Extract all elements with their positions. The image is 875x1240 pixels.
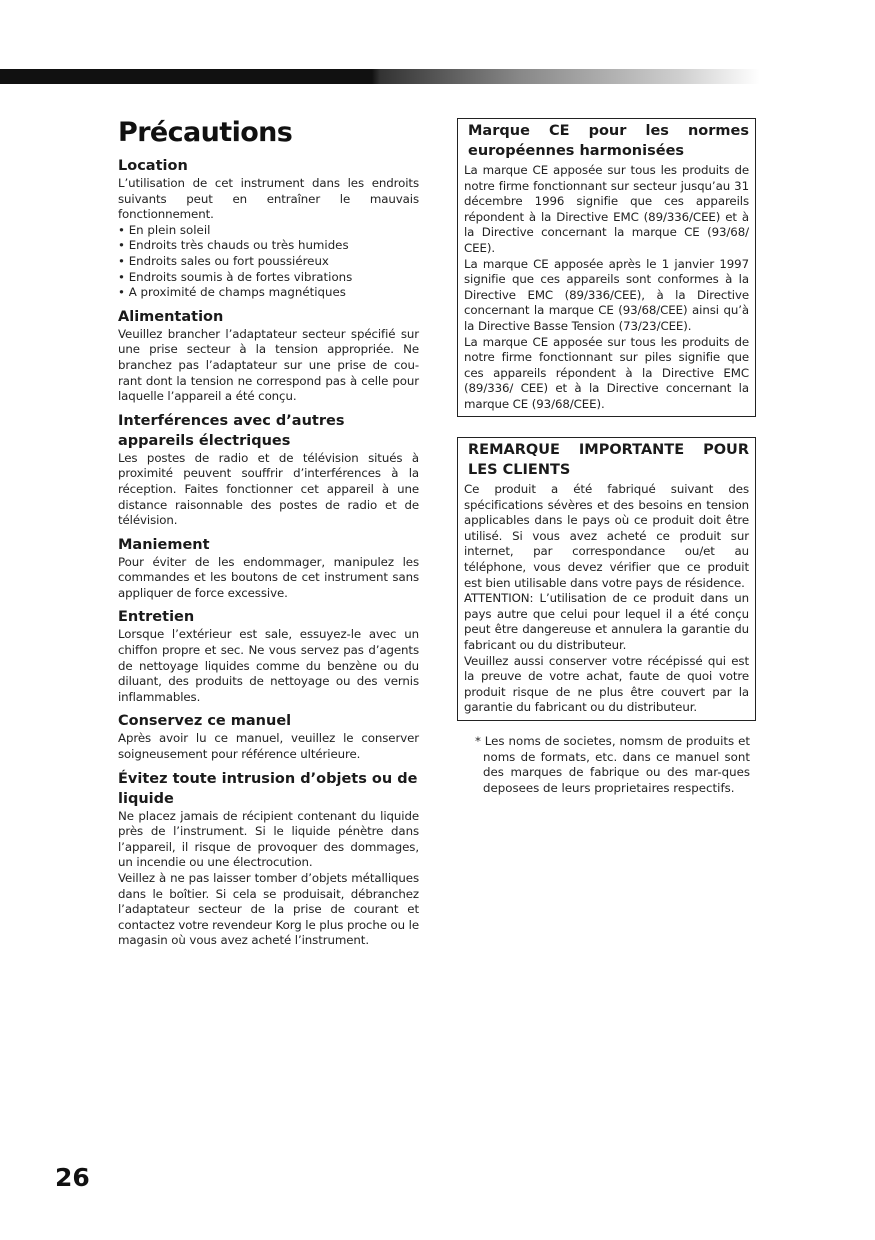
box-paragraph: La marque CE apposée sur tous les produits de notre firme fonctionnant sur secteur jusqu’au 31 décembre 1996 signifie que ces appareils répondent à la Directive EMC (89/336/CEE) et à la Directive concernant la marque CE (93/68/ CEE). — [464, 163, 749, 255]
section-paragraph: Après avoir lu ce manuel, veuillez le conserver soigneusement pour référence ultérieure. — [118, 731, 419, 762]
section-paragraph: Ne placez jamais de récipient contenant du liquide près de l’instrument. Si le liquide pénètre dans l’appareil, il risque de provoquer des dommages, un incendie ou une électrocution. — [118, 808, 419, 870]
section-entretien — [118, 607, 419, 705]
section-heading: Évitez toute intrusion d’objets ou de liquide — [118, 770, 418, 807]
box-paragraph: Veuillez aussi conserver votre récépissé qui est la preuve de votre achat, faute de quoi votre produit risque de ne plus être couvert par la garantie du fabricant ou du distributeur. — [464, 653, 749, 715]
left-column — [118, 114, 419, 955]
box-paragraph: ATTENTION: L’utilisation de ce produit dans un pays autre que celui pour lequel il a été conçu peut être dangereuse et annulera la garantie du fabricant ou du distributeur. — [464, 591, 749, 652]
section-paragraph: Pour éviter de les endommager, manipulez les commandes et les boutons de cet instrument sans appliquer de force excessive. — [118, 554, 419, 600]
section-paragraph: Veillez à ne pas laisser tomber d’objets métalliques dans le boîtier. Si cela se produisait, débranchez l’adaptateur secteur de la prise de courant et contactez votre revendeur Korg le plus proche ou le magasin où vous avez acheté l’instrument. — [118, 871, 419, 948]
list-item: • A proximité de champs magnétiques — [118, 285, 346, 300]
section-paragraph: L’utilisation de cet instrument dans les endroits suivants peut en entraîner le mauvais fonctionnement. — [118, 176, 419, 222]
section-heading: Location — [118, 158, 188, 174]
list-item: • Endroits très chauds ou très humides — [118, 238, 349, 253]
section-heading: Maniement — [118, 536, 210, 553]
section-intrusion — [118, 769, 419, 949]
box-paragraph: La marque CE apposée sur tous les produits de notre firme fonctionnant sur piles signifie que ces appareils répondent à la Directive EMC (89/336/ CEE) et à la Directive concernant la marque CE (93/68/CEE). — [464, 334, 749, 411]
section-paragraph: Les postes de radio et de télévision situés à proximité peuvent souffrir d’interférences à la réception. Faites fonctionner cet appareil à une distance raisonnable des postes de radio et de télévision. — [118, 450, 419, 528]
section-paragraph: Lorsque l’extérieur est sale, essuyez-le avec un chiffon propre et sec. Ne vous servez pas d’agents de nettoyage liquides comme du benzène ou du diluant, des produits de nettoyage ou des vernis inflammables. — [118, 627, 419, 704]
page-number: 26 — [55, 1163, 90, 1192]
section-alimentation — [118, 307, 419, 405]
section-interferences — [118, 411, 419, 529]
section-maniement — [118, 535, 419, 602]
box-paragraph: La marque CE apposée après le 1 janvier 1997 signifie que ces appareils sont conformes à la Directive EMC (89/336/CEE), à la Directive concernant la marque CE (93/68/CEE) ainsi qu’à la Directive Basse Tension (73/23/CEE). — [464, 256, 749, 333]
list-item: • Endroits sales ou fort poussiéreux — [118, 253, 329, 268]
box-heading: Marque CE pour les normes européennes harmonisées — [468, 123, 749, 159]
right-column — [457, 118, 756, 808]
section-conservez — [118, 711, 419, 762]
section-heading: Alimentation — [118, 308, 224, 325]
trademark-footnote: * Les noms de societes, nomsm de produits et noms de formats, etc. dans ce manuel sont des marques de fabrique ou des mar-ques deposees de leurs proprietaires respectifs. — [475, 734, 750, 795]
page-title: Précautions — [118, 117, 293, 148]
box-heading: REMARQUE IMPORTANTE POUR LES CLIENTS — [468, 442, 749, 478]
list-item: • En plein soleil — [118, 222, 211, 237]
section-heading: Conservez ce manuel — [118, 713, 292, 730]
list-item: • Endroits soumis à de fortes vibrations — [118, 269, 353, 284]
section-paragraph: Veuillez brancher l’adaptateur secteur spécifié sur une prise secteur à la tension appropriée. Ne branchez pas l’adaptateur sur une prise de cou-rant dont la tension ne correspond pas à celle pour laquelle l’appareil a été conçu. — [118, 326, 419, 404]
box-paragraph: Ce produit a été fabriqué suivant des spécifications sévères et des besoins en tension applicables dans le pays où ce produit doit être utilisé. Si vous avez acheté ce produit sur internet, par correspondance ou/et au téléphone, vous devez vérifier que ce produit est bien utilisable dans votre pays de résidence. — [464, 482, 749, 590]
section-location — [118, 156, 419, 301]
header-gradient-bar — [0, 69, 760, 84]
section-heading: Entretien — [118, 609, 195, 626]
bullet-list — [118, 223, 419, 301]
section-heading: Interférences avec d’autres appareils électriques — [118, 412, 345, 449]
ce-mark-box — [457, 118, 756, 417]
important-notice-box — [457, 437, 756, 721]
